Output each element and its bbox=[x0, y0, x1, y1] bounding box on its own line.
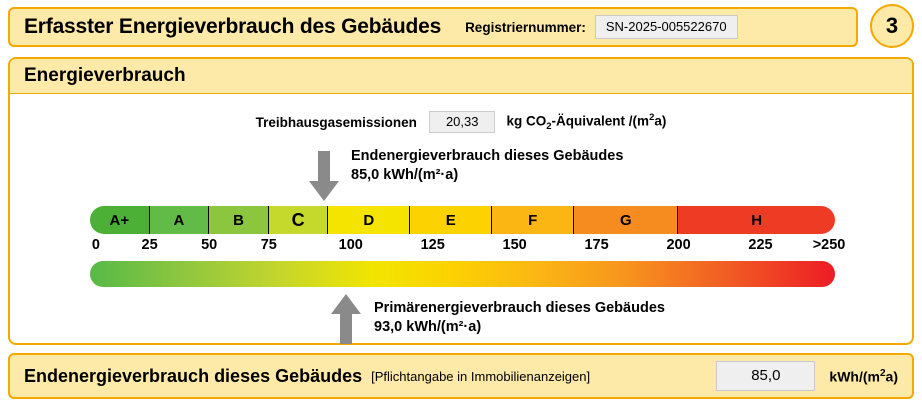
scale-tick-labels bbox=[90, 237, 846, 259]
scale-tick: 200 bbox=[666, 237, 691, 253]
footer-title: Endenergieverbrauch dieses Gebäudes bbox=[24, 365, 363, 386]
footer-unit-prefix: kWh/(m bbox=[829, 368, 880, 385]
emissions-unit-prefix: kg CO bbox=[506, 113, 547, 129]
emissions-unit bbox=[506, 112, 666, 132]
scale-tick: 100 bbox=[338, 237, 363, 253]
efficiency-class-h bbox=[678, 206, 834, 234]
footer-unit-sup: 2 bbox=[879, 367, 886, 379]
final-energy-annotation-line2: 85,0 kWh/(m²·a) bbox=[351, 167, 459, 183]
efficiency-class-label: A+ bbox=[109, 211, 130, 229]
scale-tick: 125 bbox=[420, 237, 445, 253]
emissions-unit-sup: 2 bbox=[649, 111, 655, 123]
efficiency-class-aplus bbox=[90, 206, 150, 234]
efficiency-class-label: H bbox=[751, 211, 763, 229]
efficiency-class-b bbox=[209, 206, 269, 234]
scale-tick: 50 bbox=[201, 237, 218, 253]
energy-consumption-panel bbox=[8, 57, 914, 345]
primary-energy-annotation-line2: 93,0 kWh/(m²·a) bbox=[374, 319, 482, 335]
efficiency-class-e bbox=[410, 206, 492, 234]
energy-gradient-bar bbox=[90, 261, 835, 287]
footer-note: [Pflichtangabe in Immobilienanzeigen] bbox=[371, 368, 591, 384]
footer-unit-suffix: a) bbox=[885, 368, 898, 385]
efficiency-class-label: G bbox=[620, 211, 632, 229]
efficiency-class-d bbox=[328, 206, 410, 234]
energy-scale bbox=[90, 206, 846, 287]
final-energy-marker-arrow-icon bbox=[309, 151, 339, 203]
scale-tick: 25 bbox=[141, 237, 158, 253]
scale-tick: 0 bbox=[91, 237, 100, 253]
final-energy-annotation-line1: Endenergieverbrauch dieses Gebäudes bbox=[351, 148, 624, 164]
footer-bar bbox=[8, 353, 914, 399]
footer-value: 85,0 bbox=[716, 361, 815, 391]
efficiency-class-label: B bbox=[233, 211, 244, 229]
emissions-unit-suffix: a) bbox=[654, 113, 667, 129]
efficiency-class-band bbox=[90, 206, 835, 234]
primary-energy-annotation-line1: Primärenergieverbrauch dieses Gebäudes bbox=[374, 300, 665, 316]
footer-unit bbox=[829, 368, 898, 385]
page-number-badge: 3 bbox=[870, 4, 914, 48]
scale-tick: 150 bbox=[502, 237, 527, 253]
efficiency-class-label: F bbox=[528, 211, 538, 229]
emissions-value: 20,33 bbox=[429, 111, 496, 133]
efficiency-class-label: E bbox=[445, 211, 456, 229]
primary-energy-annotation bbox=[374, 299, 665, 337]
scale-tick: 225 bbox=[748, 237, 773, 253]
registration-number-field: SN-2025-005522670 bbox=[595, 15, 738, 39]
registration-label: Registriernummer: bbox=[465, 19, 586, 35]
efficiency-class-label: A bbox=[173, 211, 185, 229]
scale-tick: 175 bbox=[584, 237, 609, 253]
panel-title: Energieverbrauch bbox=[24, 65, 186, 86]
efficiency-class-a bbox=[150, 206, 210, 234]
primary-energy-marker-arrow-icon bbox=[331, 292, 361, 344]
final-energy-annotation bbox=[351, 147, 623, 185]
scale-tick: >250 bbox=[812, 237, 846, 253]
greenhouse-gas-emissions-row bbox=[10, 111, 912, 133]
page-title: Erfasster Energieverbrauch des Gebäudes bbox=[24, 15, 442, 38]
emissions-label: Treibhausgasemissionen bbox=[255, 114, 417, 130]
emissions-unit-sub: 2 bbox=[546, 121, 552, 133]
header-bar bbox=[8, 7, 858, 47]
efficiency-class-f bbox=[492, 206, 574, 234]
scale-tick: 75 bbox=[260, 237, 277, 253]
efficiency-class-label: C bbox=[291, 209, 305, 230]
panel-header bbox=[10, 59, 912, 94]
efficiency-class-c bbox=[269, 206, 329, 234]
efficiency-class-label: D bbox=[363, 211, 375, 229]
efficiency-class-g bbox=[574, 206, 678, 234]
emissions-unit-mid: -Äquivalent /(m bbox=[551, 113, 650, 129]
